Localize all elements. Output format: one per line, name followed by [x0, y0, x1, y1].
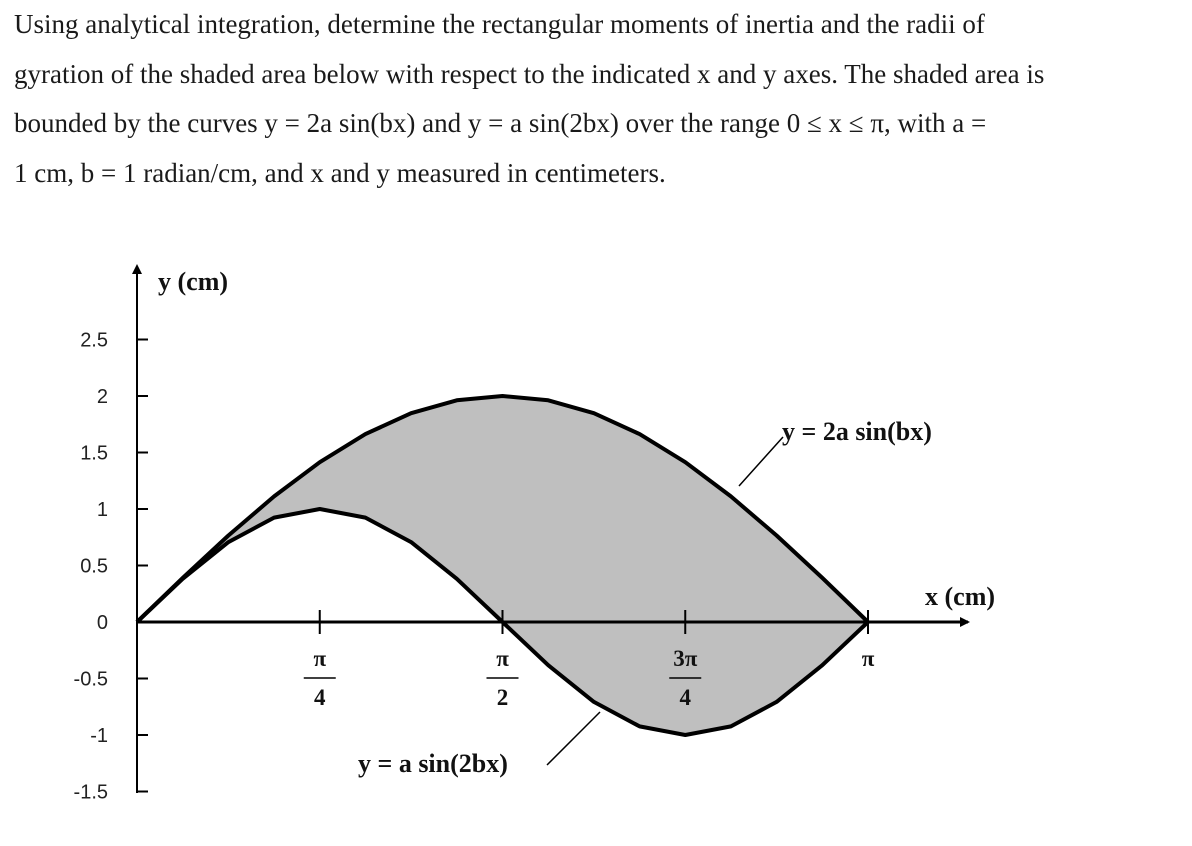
y-tick-label: -1.5	[73, 781, 108, 804]
y-tick-label: -0.5	[73, 668, 108, 691]
y-axis-label: y (cm)	[158, 267, 229, 296]
problem-line-4: 1 cm, b = 1 radian/cm, and x and y measured in centimeters.	[14, 157, 666, 188]
lower-curve-leader	[547, 712, 600, 765]
lower-curve-label: y = a sin(2bx)	[358, 749, 508, 778]
x-tick-numerator: 3π	[673, 646, 698, 671]
y-tick-label: 0.5	[80, 555, 108, 578]
y-tick-label: 2.5	[80, 329, 108, 352]
x-tick-denominator: 2	[496, 685, 509, 710]
y-tick-label: 1	[96, 499, 108, 521]
x-tick-denominator: 4	[679, 685, 691, 710]
y-tick-label: 2	[96, 386, 108, 408]
y-tick-label: 0	[96, 612, 108, 634]
problem-line-1: Using analytical integration, determine the rectangular moments of inertia and the radii of	[14, 9, 985, 39]
y-tick-label: 1.5	[80, 442, 108, 465]
y-tick-label: -1	[90, 725, 108, 747]
problem-line-2: gyration of the shaded area below with respect to the indicated x and y axes. The shaded area is	[14, 58, 1045, 89]
problem-line-3: bounded by the curves y = 2a sin(bx) and y = a sin(2bx) over the range 0 ≤ x ≤ π, with a =	[14, 108, 987, 138]
x-tick-numerator: π	[313, 646, 327, 671]
upper-curve-leader	[739, 437, 783, 486]
x-tick-denominator: 4	[314, 685, 326, 710]
x-axis-label: x (cm)	[925, 582, 996, 611]
y-axis	[137, 266, 148, 793]
upper-curve-label: y = 2a sin(bx)	[782, 417, 932, 446]
x-tick-numerator: π	[496, 646, 509, 671]
x-tick-numerator: π	[861, 646, 875, 671]
